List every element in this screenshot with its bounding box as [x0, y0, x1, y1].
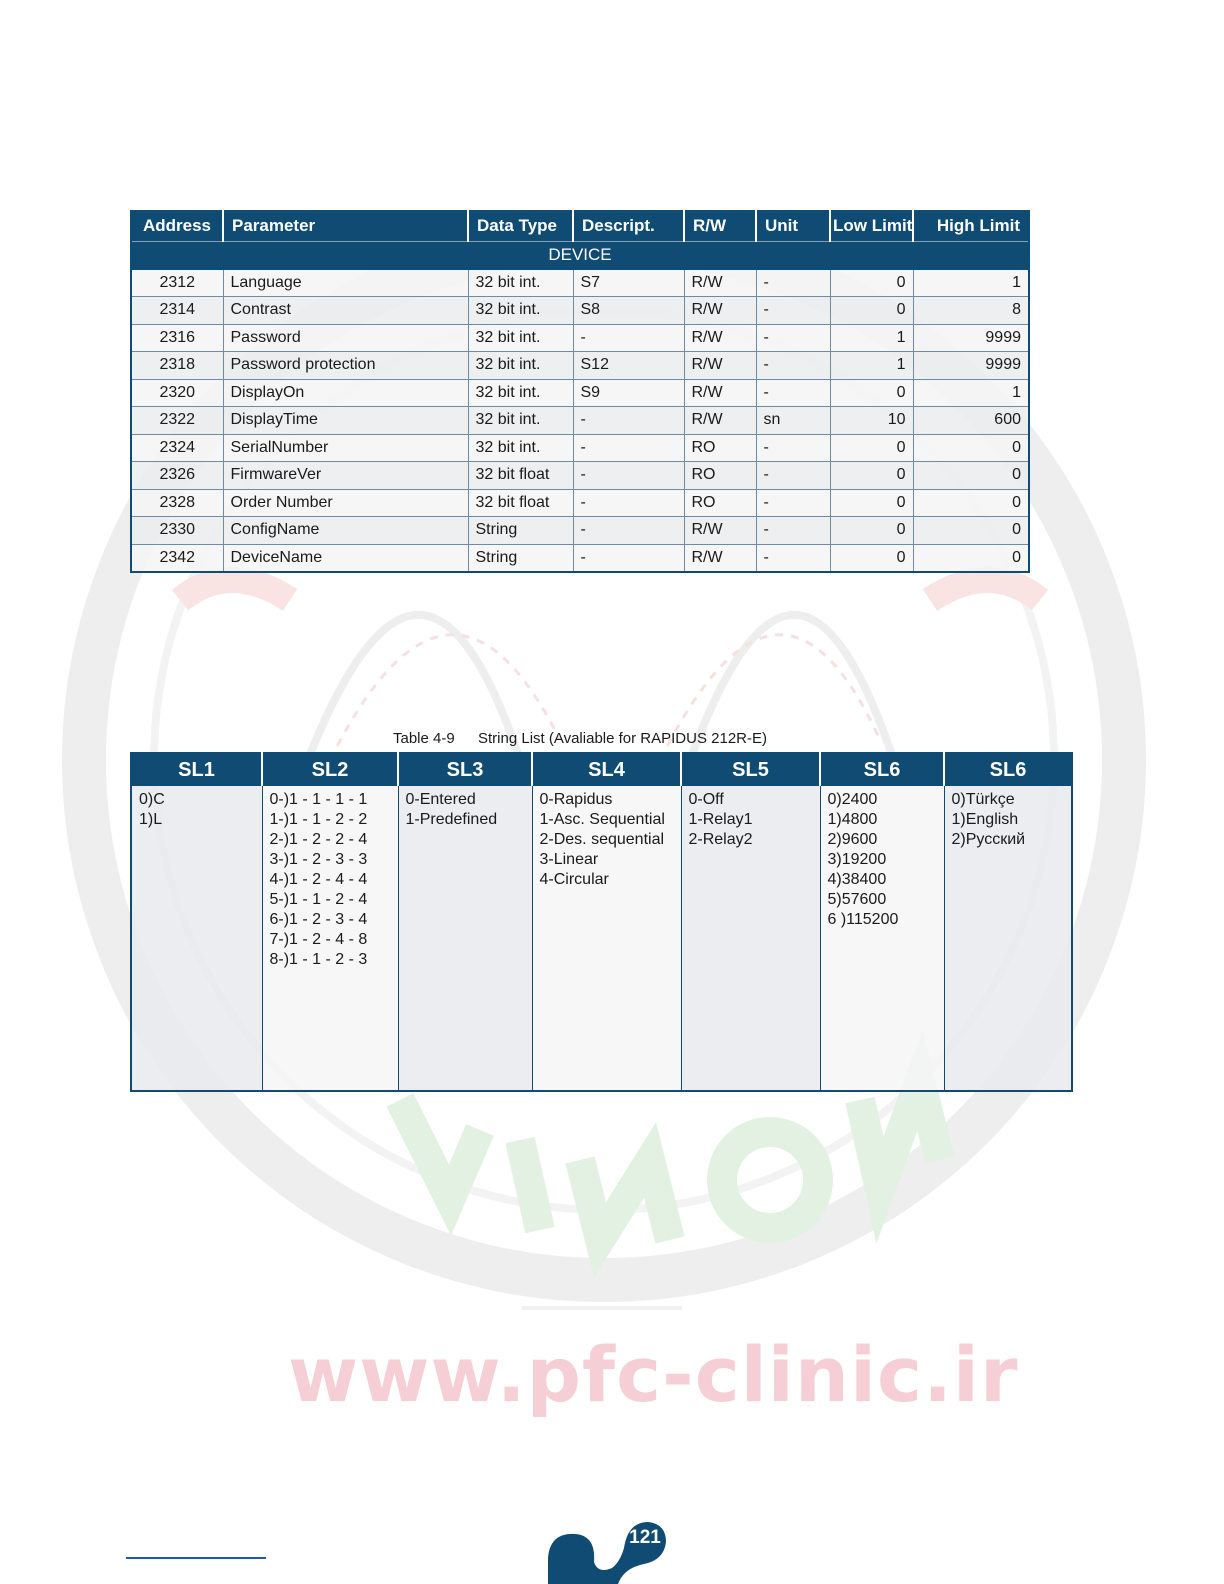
cell-parameter: Password — [223, 324, 468, 352]
cell-parameter: SerialNumber — [223, 434, 468, 462]
string-list-item: 2-Des. sequential — [539, 831, 665, 848]
string-list-item: 0-Off — [688, 791, 724, 808]
header-low-limit: Low Limit — [830, 211, 913, 241]
string-list-item: 0)2400 — [827, 791, 878, 808]
cell-unit: - — [756, 434, 830, 462]
string-list-item: 6 )115200 — [827, 911, 899, 928]
register-row — [131, 462, 1029, 490]
cell-high-limit: 1 — [913, 269, 1029, 297]
cell-parameter: DisplayOn — [223, 379, 468, 407]
string-list-item: 8-)1 - 1 - 2 - 3 — [269, 951, 368, 968]
string-list-item: 0-Rapidus — [539, 791, 613, 808]
caption-number: Table 4-9 — [393, 730, 455, 747]
register-row — [131, 434, 1029, 462]
cell-data-type: 32 bit int. — [468, 407, 573, 435]
cell-high-limit: 1 — [913, 379, 1029, 407]
register-row — [131, 517, 1029, 545]
cell-high-limit: 0 — [913, 517, 1029, 545]
cell-description: S8 — [573, 297, 684, 325]
string-list-item: 2-)1 - 2 - 2 - 4 — [269, 831, 368, 848]
cell-low-limit: 0 — [830, 379, 913, 407]
string-list-item: 3-)1 - 2 - 3 - 3 — [269, 851, 368, 868]
register-row — [131, 352, 1029, 380]
cell-address: 2342 — [131, 544, 223, 572]
register-row — [131, 544, 1029, 572]
register-row — [131, 297, 1029, 325]
cell-unit: sn — [756, 407, 830, 435]
cell-rw: RO — [684, 434, 756, 462]
table-caption — [393, 730, 767, 747]
string-list-header: SL6 — [944, 753, 1072, 786]
cell-data-type: 32 bit int. — [468, 269, 573, 297]
cell-parameter: FirmwareVer — [223, 462, 468, 490]
cell-address: 2326 — [131, 462, 223, 490]
page-number: 121 — [629, 1527, 661, 1548]
cell-unit: - — [756, 324, 830, 352]
cell-description: - — [573, 517, 684, 545]
caption-title: String List (Avaliable for RAPIDUS 212R-E) — [478, 730, 767, 747]
header-description: Descript. — [573, 211, 684, 241]
cell-high-limit: 0 — [913, 462, 1029, 490]
string-list-item: 1)4800 — [827, 811, 878, 828]
string-list-table — [130, 752, 1073, 1092]
cell-description: S9 — [573, 379, 684, 407]
cell-description: - — [573, 544, 684, 572]
string-list-item: 1-Predefined — [405, 811, 498, 828]
header-unit: Unit — [756, 211, 830, 241]
cell-address: 2318 — [131, 352, 223, 380]
cell-low-limit: 1 — [830, 352, 913, 380]
cell-rw: R/W — [684, 297, 756, 325]
cell-low-limit: 10 — [830, 407, 913, 435]
cell-high-limit: 0 — [913, 544, 1029, 572]
string-list-item: 1-Relay1 — [688, 811, 753, 828]
cell-low-limit: 0 — [830, 544, 913, 572]
cell-parameter: DisplayTime — [223, 407, 468, 435]
cell-description: - — [573, 434, 684, 462]
cell-rw: RO — [684, 489, 756, 517]
string-list-item: 2)Русский — [951, 831, 1026, 848]
register-table — [130, 210, 1030, 573]
cell-data-type: String — [468, 544, 573, 572]
string-list-header: SL2 — [262, 753, 398, 786]
string-list-item: 1)L — [139, 811, 163, 828]
cell-rw: R/W — [684, 544, 756, 572]
cell-low-limit: 0 — [830, 489, 913, 517]
register-row — [131, 379, 1029, 407]
string-list-item: 2-Relay2 — [688, 831, 753, 848]
cell-low-limit: 0 — [830, 517, 913, 545]
cell-high-limit: 0 — [913, 434, 1029, 462]
string-list-header: SL4 — [532, 753, 681, 786]
string-list-header: SL3 — [398, 753, 532, 786]
string-list-column — [681, 786, 820, 1091]
string-list-column — [262, 786, 398, 1091]
string-list-item: 4-)1 - 2 - 4 - 4 — [269, 871, 368, 888]
footer-line — [126, 1557, 266, 1559]
string-list-item: 0)C — [139, 791, 165, 808]
string-list-item: 1)English — [951, 811, 1019, 828]
string-list-item: 0-)1 - 1 - 1 - 1 — [269, 791, 368, 808]
header-high-limit: High Limit — [913, 211, 1029, 241]
register-row — [131, 489, 1029, 517]
string-list-header: SL1 — [131, 753, 262, 786]
cell-high-limit: 0 — [913, 489, 1029, 517]
string-list-item: 1-Asc. Sequential — [539, 811, 665, 828]
cell-high-limit: 9999 — [913, 324, 1029, 352]
register-header-row — [131, 211, 1029, 241]
cell-rw: R/W — [684, 379, 756, 407]
header-parameter: Parameter — [223, 211, 468, 241]
cell-rw: R/W — [684, 352, 756, 380]
cell-low-limit: 0 — [830, 297, 913, 325]
string-list-item: 7-)1 - 2 - 4 - 8 — [269, 931, 368, 948]
string-list-item: 4)38400 — [827, 871, 887, 888]
cell-high-limit: 8 — [913, 297, 1029, 325]
cell-address: 2322 — [131, 407, 223, 435]
cell-data-type: 32 bit int. — [468, 297, 573, 325]
string-list-item: 5-)1 - 1 - 2 - 4 — [269, 891, 368, 908]
string-list-item: 3)19200 — [827, 851, 887, 868]
cell-rw: RO — [684, 462, 756, 490]
cell-description: - — [573, 489, 684, 517]
header-rw: R/W — [684, 211, 756, 241]
cell-description: S7 — [573, 269, 684, 297]
cell-data-type: 32 bit int. — [468, 352, 573, 380]
cell-rw: R/W — [684, 407, 756, 435]
register-row — [131, 269, 1029, 297]
cell-address: 2316 — [131, 324, 223, 352]
cell-description: S12 — [573, 352, 684, 380]
string-list-column — [131, 786, 262, 1091]
cell-rw: R/W — [684, 269, 756, 297]
watermark-url: www.pfc-clinic.ir — [288, 1330, 1019, 1419]
cell-data-type: 32 bit int. — [468, 434, 573, 462]
string-list-item: 3-Linear — [539, 851, 599, 868]
cell-parameter: Order Number — [223, 489, 468, 517]
string-list-column — [532, 786, 681, 1091]
cell-low-limit: 0 — [830, 269, 913, 297]
cell-description: - — [573, 462, 684, 490]
cell-unit: - — [756, 489, 830, 517]
register-row — [131, 324, 1029, 352]
cell-address: 2312 — [131, 269, 223, 297]
string-list-column — [944, 786, 1072, 1091]
string-list-column — [820, 786, 944, 1091]
cell-data-type: 32 bit int. — [468, 379, 573, 407]
cell-address: 2314 — [131, 297, 223, 325]
cell-high-limit: 9999 — [913, 352, 1029, 380]
cell-rw: R/W — [684, 517, 756, 545]
cell-address: 2328 — [131, 489, 223, 517]
string-list-header: SL5 — [681, 753, 820, 786]
cell-parameter: DeviceName — [223, 544, 468, 572]
string-list-header: SL6 — [820, 753, 944, 786]
cell-unit: - — [756, 462, 830, 490]
cell-low-limit: 0 — [830, 434, 913, 462]
cell-unit: - — [756, 297, 830, 325]
string-list-item: 6-)1 - 2 - 3 - 4 — [269, 911, 368, 928]
cell-data-type: 32 bit float — [468, 489, 573, 517]
register-row — [131, 407, 1029, 435]
cell-parameter: Language — [223, 269, 468, 297]
string-list-body-row — [131, 786, 1072, 1091]
cell-unit: - — [756, 544, 830, 572]
cell-description: - — [573, 407, 684, 435]
header-address: Address — [131, 211, 223, 241]
cell-address: 2330 — [131, 517, 223, 545]
cell-parameter: Password protection — [223, 352, 468, 380]
cell-description: - — [573, 324, 684, 352]
cell-low-limit: 1 — [830, 324, 913, 352]
cell-address: 2324 — [131, 434, 223, 462]
cell-data-type: 32 bit int. — [468, 324, 573, 352]
cell-parameter: ConfigName — [223, 517, 468, 545]
string-list-item: 0)Türkçe — [951, 791, 1015, 808]
cell-unit: - — [756, 269, 830, 297]
header-data-type: Data Type — [468, 211, 573, 241]
string-list-item: 1-)1 - 1 - 2 - 2 — [269, 811, 368, 828]
cell-unit: - — [756, 379, 830, 407]
section-row — [131, 241, 1029, 269]
string-list-item: 4-Circular — [539, 871, 609, 888]
string-list-item: 5)57600 — [827, 891, 887, 908]
cell-high-limit: 600 — [913, 407, 1029, 435]
cell-data-type: String — [468, 517, 573, 545]
string-list-column — [398, 786, 532, 1091]
cell-unit: - — [756, 517, 830, 545]
section-label: DEVICE — [131, 241, 1029, 269]
string-list-header-row — [131, 753, 1072, 786]
cell-unit: - — [756, 352, 830, 380]
string-list-item: 2)9600 — [827, 831, 878, 848]
cell-data-type: 32 bit float — [468, 462, 573, 490]
cell-rw: R/W — [684, 324, 756, 352]
cell-low-limit: 0 — [830, 462, 913, 490]
cell-parameter: Contrast — [223, 297, 468, 325]
string-list-item: 0-Entered — [405, 791, 476, 808]
cell-address: 2320 — [131, 379, 223, 407]
